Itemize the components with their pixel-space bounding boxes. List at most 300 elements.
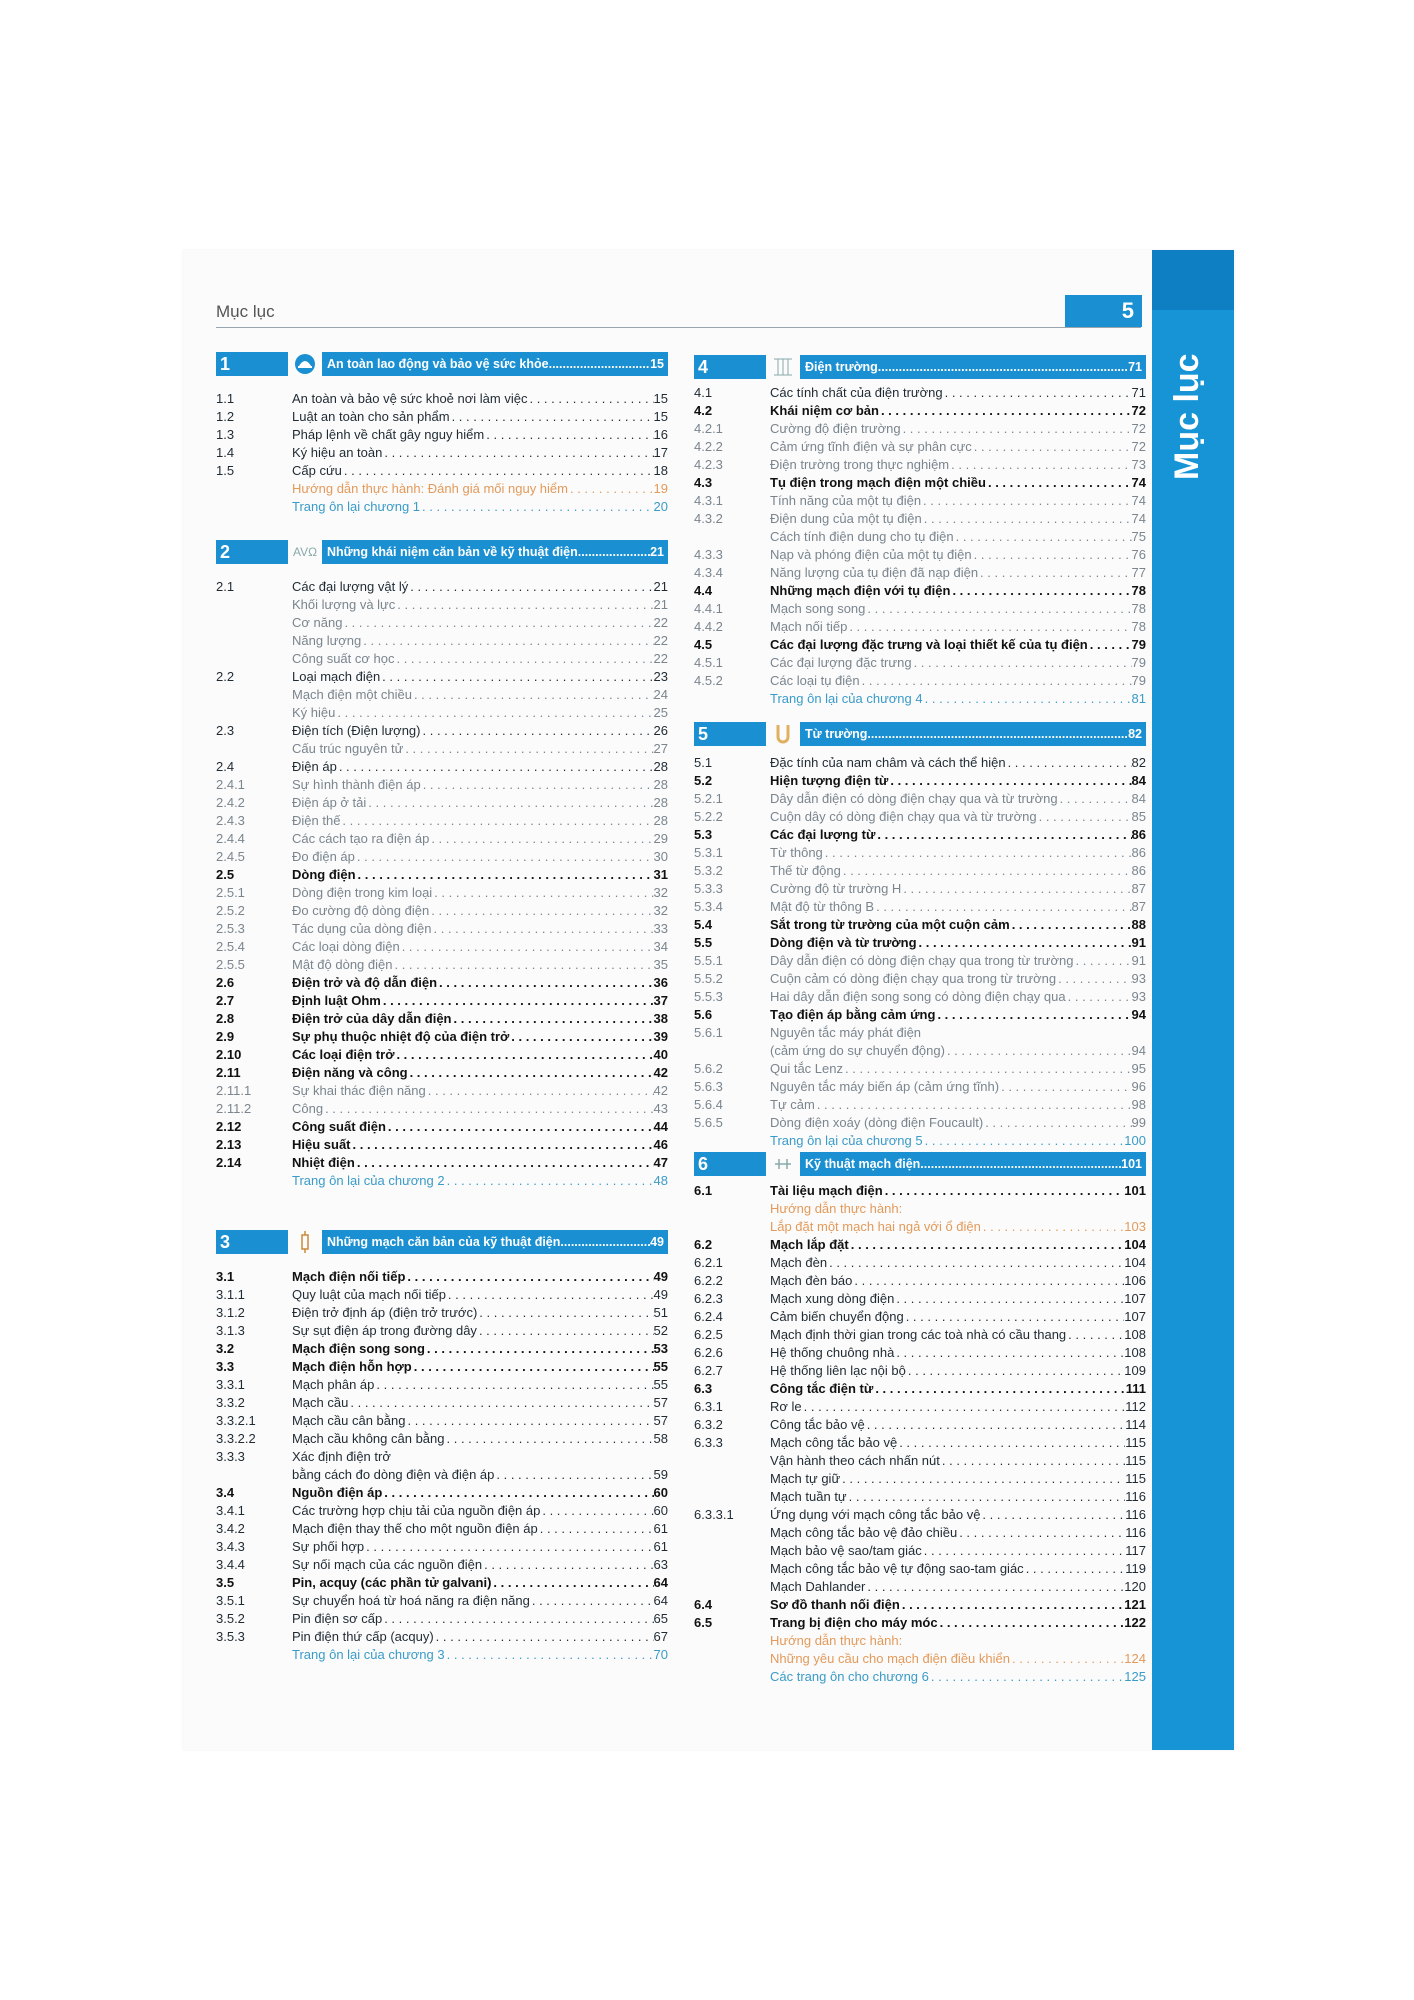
toc-entry[interactable] bbox=[694, 844, 1146, 862]
toc-entry[interactable] bbox=[694, 1524, 1146, 1542]
toc-entry[interactable] bbox=[694, 528, 1146, 546]
toc-entry[interactable] bbox=[694, 790, 1146, 808]
toc-entry[interactable] bbox=[694, 1132, 1146, 1150]
toc-entry[interactable] bbox=[216, 794, 668, 812]
entry-page: 61 bbox=[653, 1521, 668, 1536]
toc-entry[interactable] bbox=[694, 1578, 1146, 1596]
entry-title: Hướng dẫn thực hành: bbox=[770, 1633, 903, 1648]
toc-entry[interactable] bbox=[216, 758, 668, 776]
toc-entry[interactable] bbox=[216, 1538, 668, 1556]
entry-number: 2.5.4 bbox=[216, 939, 245, 954]
entry-page: 74 bbox=[1131, 511, 1146, 526]
toc-entry[interactable] bbox=[694, 1668, 1146, 1686]
entry-page: 122 bbox=[1124, 1615, 1146, 1630]
entry-title: Công suất điện bbox=[292, 1119, 386, 1134]
toc-entry[interactable] bbox=[216, 1394, 668, 1412]
toc-entry[interactable] bbox=[694, 1182, 1146, 1200]
chapter-number: 6 bbox=[694, 1152, 766, 1176]
entry-number: 3.5.1 bbox=[216, 1593, 245, 1608]
entry-number: 4.3.2 bbox=[694, 511, 723, 526]
entry-title: Mạch lắp đặt bbox=[770, 1237, 849, 1252]
entry-title: Điện năng và công bbox=[292, 1065, 408, 1080]
toc-entry[interactable] bbox=[694, 546, 1146, 564]
entry-title: Tính năng của một tụ điện bbox=[770, 493, 922, 508]
entry-title: Mạch tự giữ bbox=[770, 1471, 841, 1486]
entry-number: 5.3.1 bbox=[694, 845, 723, 860]
entry-page: 51 bbox=[653, 1305, 668, 1320]
toc-entry[interactable] bbox=[216, 1304, 668, 1322]
entry-page: 79 bbox=[1131, 637, 1146, 652]
toc-entry[interactable] bbox=[216, 902, 668, 920]
entry-number: 5.2.1 bbox=[694, 791, 723, 806]
entry-page: 59 bbox=[653, 1467, 668, 1482]
entry-title: Điện áp bbox=[292, 759, 337, 774]
entry-number: 1.5 bbox=[216, 463, 235, 478]
toc-entry[interactable] bbox=[216, 938, 668, 956]
entry-page: 21 bbox=[653, 579, 668, 594]
entry-number: 4.4.2 bbox=[694, 619, 723, 634]
toc-entry[interactable] bbox=[216, 650, 668, 668]
entry-page: 100 bbox=[1124, 1133, 1146, 1148]
entry-number: 2.13 bbox=[216, 1137, 242, 1152]
toc-entry[interactable] bbox=[694, 1114, 1146, 1132]
entry-number: 2.4.3 bbox=[216, 813, 245, 828]
toc-entry[interactable] bbox=[694, 654, 1146, 672]
toc-entry[interactable] bbox=[216, 1574, 668, 1592]
toc-entry[interactable] bbox=[216, 1154, 668, 1172]
toc-entry[interactable] bbox=[216, 956, 668, 974]
entry-page: 28 bbox=[653, 759, 668, 774]
toc-entry[interactable] bbox=[216, 1448, 668, 1466]
entry-number: 2.5 bbox=[216, 867, 235, 882]
toc-entry[interactable] bbox=[694, 1380, 1146, 1398]
chapter-heading[interactable] bbox=[694, 355, 1146, 379]
entry-number: 3.4 bbox=[216, 1485, 235, 1500]
entry-page: 95 bbox=[1131, 1061, 1146, 1076]
entry-title: Pháp lệnh về chất gây nguy hiểm bbox=[292, 427, 485, 442]
toc-entry[interactable] bbox=[216, 1046, 668, 1064]
helmet-icon bbox=[292, 352, 318, 376]
entry-title: Điện thế bbox=[292, 813, 341, 828]
toc-entry[interactable] bbox=[216, 974, 668, 992]
toc-entry[interactable] bbox=[694, 690, 1146, 708]
entry-title: Mạch công tắc bảo vệ đảo chiều bbox=[770, 1525, 958, 1540]
entry-page: 78 bbox=[1131, 619, 1146, 634]
toc-entry[interactable] bbox=[216, 596, 668, 614]
entry-page: 24 bbox=[653, 687, 668, 702]
toc-entry[interactable] bbox=[216, 578, 668, 596]
toc-entry[interactable] bbox=[216, 1136, 668, 1154]
toc-entry[interactable] bbox=[694, 1632, 1146, 1650]
entry-page: 22 bbox=[653, 633, 668, 648]
toc-entry[interactable] bbox=[694, 1614, 1146, 1632]
toc-entry[interactable] bbox=[694, 1060, 1146, 1078]
toc-entry[interactable] bbox=[694, 1042, 1146, 1060]
toc-entry[interactable] bbox=[694, 510, 1146, 528]
entry-number: 2.4.1 bbox=[216, 777, 245, 792]
toc-entry[interactable] bbox=[694, 1006, 1146, 1024]
toc-entry[interactable] bbox=[216, 1286, 668, 1304]
entry-title: Điện tích (Điện lượng) bbox=[292, 723, 421, 738]
chapter-heading[interactable] bbox=[216, 540, 668, 564]
entry-title: An toàn và bảo vệ sức khoẻ nơi làm việc bbox=[292, 391, 528, 406]
entry-title: Cảm biến chuyển động bbox=[770, 1309, 904, 1324]
toc-entry[interactable] bbox=[694, 1542, 1146, 1560]
entry-page: 108 bbox=[1124, 1345, 1146, 1360]
entry-page: 37 bbox=[653, 993, 668, 1008]
toc-entry[interactable] bbox=[216, 408, 668, 426]
entry-title: Dây dẫn điện có dòng điện chạy qua và từ trường bbox=[770, 791, 1058, 806]
toc-entry[interactable] bbox=[216, 920, 668, 938]
toc-entry[interactable] bbox=[216, 480, 668, 498]
toc-entry[interactable] bbox=[694, 754, 1146, 772]
toc-entry[interactable] bbox=[216, 498, 668, 516]
entry-title: Mạch cầu cân bằng bbox=[292, 1413, 406, 1428]
entry-title: Cảm ứng tĩnh điện và sự phân cực bbox=[770, 439, 972, 454]
toc-entry[interactable] bbox=[216, 1610, 668, 1628]
chapter-title-bar bbox=[800, 722, 1146, 746]
toc-entry[interactable] bbox=[216, 1376, 668, 1394]
entry-page: 47 bbox=[653, 1155, 668, 1170]
toc-entry[interactable] bbox=[694, 564, 1146, 582]
entry-page: 61 bbox=[653, 1539, 668, 1554]
toc-entry[interactable] bbox=[216, 632, 668, 650]
chapter-title: An toàn lao động và bảo vệ sức khỏe bbox=[327, 357, 549, 371]
entry-title: Cường độ từ trường H bbox=[770, 881, 902, 896]
entry-title: Nguyên tắc máy biến áp (cảm ứng tĩnh) bbox=[770, 1079, 1000, 1094]
toc-entry[interactable] bbox=[694, 1254, 1146, 1272]
toc-entry[interactable] bbox=[216, 1322, 668, 1340]
entry-title: Luật an toàn cho sản phẩm bbox=[292, 409, 450, 424]
entry-number: 3.3 bbox=[216, 1359, 235, 1374]
toc-entry[interactable] bbox=[694, 1344, 1146, 1362]
toc-entry[interactable] bbox=[694, 1362, 1146, 1380]
entry-number: 2.11.2 bbox=[216, 1101, 252, 1116]
toc-entry[interactable] bbox=[694, 1218, 1146, 1236]
toc-entry[interactable] bbox=[216, 1502, 668, 1520]
entry-number: 5.5.2 bbox=[694, 971, 723, 986]
toc-entry[interactable] bbox=[216, 1268, 668, 1286]
toc-entry[interactable] bbox=[694, 1078, 1146, 1096]
toc-entry[interactable] bbox=[694, 402, 1146, 420]
entry-title: Các đại lượng vật lý bbox=[292, 579, 409, 594]
entry-title: Mạch công tắc bảo vệ bbox=[770, 1435, 898, 1450]
toc-entry[interactable] bbox=[216, 830, 668, 848]
toc-entry[interactable] bbox=[694, 618, 1146, 636]
toc-entry[interactable] bbox=[216, 1340, 668, 1358]
toc-entry[interactable] bbox=[216, 866, 668, 884]
toc-entry[interactable] bbox=[694, 898, 1146, 916]
entry-number: 3.3.2 bbox=[216, 1395, 245, 1410]
entry-page: 28 bbox=[653, 795, 668, 810]
entry-page: 29 bbox=[653, 831, 668, 846]
entry-page: 53 bbox=[653, 1341, 668, 1356]
entry-page: 86 bbox=[1131, 845, 1146, 860]
entry-page: 87 bbox=[1131, 899, 1146, 914]
entry-number: 4.4.1 bbox=[694, 601, 723, 616]
entry-number: 2.1 bbox=[216, 579, 235, 594]
toc-entry[interactable] bbox=[216, 1628, 668, 1646]
toc-entry[interactable] bbox=[694, 934, 1146, 952]
entry-title: Mạch công tắc bảo vệ tự động sao-tam giác bbox=[770, 1561, 1024, 1576]
entry-number: 1.3 bbox=[216, 427, 235, 442]
toc-entry[interactable] bbox=[216, 992, 668, 1010]
entry-number: 6.2.3 bbox=[694, 1291, 723, 1306]
toc-entry[interactable] bbox=[694, 582, 1146, 600]
entry-page: 106 bbox=[1124, 1273, 1146, 1288]
toc-entry[interactable] bbox=[216, 1028, 668, 1046]
entry-title: bằng cách đo dòng điện và điện áp bbox=[292, 1467, 495, 1482]
entry-page: 67 bbox=[653, 1629, 668, 1644]
toc-entry[interactable] bbox=[216, 1118, 668, 1136]
entry-page: 65 bbox=[653, 1611, 668, 1626]
entry-page: 49 bbox=[653, 1287, 668, 1302]
entry-number: 6.2.6 bbox=[694, 1345, 723, 1360]
entry-title: Rơ le bbox=[770, 1399, 802, 1414]
entry-title: Sự sụt điện áp trong đường dây bbox=[292, 1323, 477, 1338]
toc-entry[interactable] bbox=[216, 884, 668, 902]
toc-entry[interactable] bbox=[216, 1172, 668, 1190]
entry-page: 125 bbox=[1124, 1669, 1146, 1684]
entry-page: 15 bbox=[653, 409, 668, 424]
toc-entry[interactable] bbox=[694, 916, 1146, 934]
entry-page: 99 bbox=[1131, 1115, 1146, 1130]
entry-page: 79 bbox=[1131, 673, 1146, 688]
toc-entry[interactable] bbox=[694, 438, 1146, 456]
entry-title: Mạch nối tiếp bbox=[770, 619, 848, 634]
chapter-number: 2 bbox=[216, 540, 288, 564]
toc-entry[interactable] bbox=[216, 812, 668, 830]
entry-title: Các loại dòng điện bbox=[292, 939, 400, 954]
entry-title: Vận hành theo cách nhấn nút bbox=[770, 1453, 940, 1468]
toc-entry[interactable] bbox=[694, 492, 1146, 510]
toc-entry[interactable] bbox=[694, 952, 1146, 970]
entry-number: 2.7 bbox=[216, 993, 235, 1008]
toc-entry[interactable] bbox=[216, 462, 668, 480]
toc-entry[interactable] bbox=[216, 686, 668, 704]
toc-entry[interactable] bbox=[216, 1466, 668, 1484]
chapter-heading[interactable] bbox=[216, 1230, 668, 1254]
toc-entry[interactable] bbox=[694, 1452, 1146, 1470]
entry-page: 22 bbox=[653, 615, 668, 630]
toc-entry[interactable] bbox=[694, 1416, 1146, 1434]
toc-entry[interactable] bbox=[694, 636, 1146, 654]
entry-number: 5.6.5 bbox=[694, 1115, 723, 1130]
entry-page: 55 bbox=[653, 1359, 668, 1374]
field-icon bbox=[770, 355, 796, 379]
toc-entry[interactable] bbox=[216, 1412, 668, 1430]
entry-number: 4.2.2 bbox=[694, 439, 723, 454]
toc-entry[interactable] bbox=[216, 848, 668, 866]
entry-number: 6.3.1 bbox=[694, 1399, 723, 1414]
entry-title: Các đại lượng đặc trưng bbox=[770, 655, 912, 670]
toc-entry[interactable] bbox=[694, 880, 1146, 898]
entry-title: Trang bị điện cho máy móc bbox=[770, 1615, 938, 1630]
entry-number: 5.6.4 bbox=[694, 1097, 723, 1112]
circuit-icon bbox=[770, 1152, 796, 1176]
entry-page: 107 bbox=[1124, 1291, 1146, 1306]
entry-page: 25 bbox=[653, 705, 668, 720]
entry-page: 94 bbox=[1131, 1043, 1146, 1058]
entry-page: 23 bbox=[653, 669, 668, 684]
entry-number: 5.3.2 bbox=[694, 863, 723, 878]
entry-page: 103 bbox=[1124, 1219, 1146, 1234]
toc-entry[interactable] bbox=[216, 1064, 668, 1082]
entry-title: Mạch định thời gian trong các toà nhà có cầu thang bbox=[770, 1327, 1067, 1342]
toc-entry[interactable] bbox=[216, 1100, 668, 1118]
toc-entry[interactable] bbox=[694, 1488, 1146, 1506]
toc-entry[interactable] bbox=[694, 1596, 1146, 1614]
toc-entry[interactable] bbox=[216, 1556, 668, 1574]
entry-title: Từ thông bbox=[770, 845, 823, 860]
entry-page: 36 bbox=[653, 975, 668, 990]
entry-title: Công bbox=[292, 1101, 324, 1116]
toc-entry[interactable] bbox=[694, 1308, 1146, 1326]
toc-entry[interactable] bbox=[216, 614, 668, 632]
entry-page: 57 bbox=[653, 1413, 668, 1428]
chapter-heading[interactable] bbox=[694, 722, 1146, 746]
toc-entry[interactable] bbox=[216, 1520, 668, 1538]
toc-entry[interactable] bbox=[694, 600, 1146, 618]
entry-title: Qui tắc Lenz bbox=[770, 1061, 843, 1076]
toc-entry[interactable] bbox=[694, 474, 1146, 492]
entry-number: 2.3 bbox=[216, 723, 235, 738]
entry-title: Cách tính điện dung cho tụ điện bbox=[770, 529, 954, 544]
toc-entry[interactable] bbox=[694, 862, 1146, 880]
toc-entry[interactable] bbox=[694, 420, 1146, 438]
entry-number: 3.1.2 bbox=[216, 1305, 245, 1320]
toc-entry[interactable] bbox=[694, 456, 1146, 474]
entry-title: Những mạch điện với tụ điện bbox=[770, 583, 951, 598]
toc-entry[interactable] bbox=[694, 1096, 1146, 1114]
toc-entry[interactable] bbox=[694, 970, 1146, 988]
entry-page: 82 bbox=[1131, 755, 1146, 770]
entry-page: 27 bbox=[653, 741, 668, 756]
entry-title: Hướng dẫn thực hành: Đánh giá mối nguy hiểm bbox=[292, 481, 568, 496]
toc-entry[interactable] bbox=[216, 668, 668, 686]
entry-number: 3.5.2 bbox=[216, 1611, 245, 1626]
toc-entry[interactable] bbox=[694, 1470, 1146, 1488]
entry-title: Mạch bảo vệ sao/tam giác bbox=[770, 1543, 922, 1558]
entry-page: 77 bbox=[1131, 565, 1146, 580]
entry-page: 30 bbox=[653, 849, 668, 864]
chapter-page: 15 bbox=[650, 357, 664, 371]
chapter-heading[interactable] bbox=[216, 352, 668, 376]
toc-entry[interactable] bbox=[694, 826, 1146, 844]
toc-entry[interactable] bbox=[694, 1272, 1146, 1290]
entry-page: 34 bbox=[653, 939, 668, 954]
chapter-title-bar bbox=[322, 540, 668, 564]
entry-title: Nguồn điện áp bbox=[292, 1485, 383, 1500]
entry-page: 124 bbox=[1124, 1651, 1146, 1666]
entry-page: 15 bbox=[653, 391, 668, 406]
entry-number: 4.3.3 bbox=[694, 547, 723, 562]
entry-page: 91 bbox=[1131, 953, 1146, 968]
toc-entry[interactable] bbox=[694, 384, 1146, 402]
toc-entry[interactable] bbox=[694, 672, 1146, 690]
entry-page: 17 bbox=[653, 445, 668, 460]
chapter-page: 82 bbox=[1128, 727, 1142, 741]
toc-entry[interactable] bbox=[694, 1506, 1146, 1524]
toc-entry[interactable] bbox=[694, 1236, 1146, 1254]
entry-page: 21 bbox=[653, 597, 668, 612]
entry-title: Pin điện thứ cấp (acquy) bbox=[292, 1629, 434, 1644]
header-rule bbox=[216, 327, 1141, 328]
entry-title: Điện trở và độ dẫn điện bbox=[292, 975, 438, 990]
toc-entry[interactable] bbox=[216, 1484, 668, 1502]
toc-entry[interactable] bbox=[694, 1398, 1146, 1416]
entry-page: 85 bbox=[1131, 809, 1146, 824]
entry-number: 5.6 bbox=[694, 1007, 713, 1022]
entry-number: 4.5.1 bbox=[694, 655, 723, 670]
entry-title: Mạch đèn bbox=[770, 1255, 828, 1270]
toc-entry[interactable] bbox=[216, 1646, 668, 1664]
entry-page: 121 bbox=[1124, 1597, 1146, 1612]
toc-entry[interactable] bbox=[694, 1434, 1146, 1452]
toc-entry[interactable] bbox=[216, 444, 668, 462]
toc-entry[interactable] bbox=[216, 1592, 668, 1610]
entry-number: 4.3 bbox=[694, 475, 713, 490]
toc-entry[interactable] bbox=[694, 772, 1146, 790]
entry-title: Trang ôn lại của chương 5 bbox=[770, 1133, 923, 1148]
entry-number: 6.2.1 bbox=[694, 1255, 723, 1270]
toc-entry[interactable] bbox=[694, 1650, 1146, 1668]
chapter-page: 49 bbox=[650, 1235, 664, 1249]
toc-entry[interactable] bbox=[694, 1024, 1146, 1042]
entry-page: 116 bbox=[1125, 1489, 1146, 1504]
toc-entry[interactable] bbox=[216, 426, 668, 444]
toc-entry[interactable] bbox=[216, 1010, 668, 1028]
toc-entry[interactable] bbox=[216, 740, 668, 758]
entry-number: 6.2.2 bbox=[694, 1273, 723, 1288]
toc-entry[interactable] bbox=[694, 1290, 1146, 1308]
entry-title: Tài liệu mạch điện bbox=[770, 1183, 883, 1198]
entry-title: Mạch cầu bbox=[292, 1395, 349, 1410]
toc-entry[interactable] bbox=[694, 988, 1146, 1006]
entry-page: 101 bbox=[1124, 1183, 1146, 1198]
entry-title: Cấu trúc nguyên tử bbox=[292, 741, 404, 756]
toc-entry[interactable] bbox=[694, 808, 1146, 826]
entry-number: 5.3 bbox=[694, 827, 713, 842]
entry-title: (cảm ứng do sự chuyển động) bbox=[770, 1043, 945, 1058]
entry-title: Tự cảm bbox=[770, 1097, 815, 1112]
toc-entry[interactable] bbox=[694, 1560, 1146, 1578]
toc-entry[interactable] bbox=[216, 722, 668, 740]
entry-title: Trang ôn lại của chương 2 bbox=[292, 1173, 445, 1188]
entry-number: 2.11.1 bbox=[216, 1083, 252, 1098]
entry-page: 38 bbox=[653, 1011, 668, 1026]
entry-title: Nguyên tắc máy phát điện bbox=[770, 1025, 922, 1040]
chapter-heading[interactable] bbox=[694, 1152, 1146, 1176]
toc-entry[interactable] bbox=[216, 704, 668, 722]
entry-page: 79 bbox=[1131, 655, 1146, 670]
toc-entry[interactable] bbox=[694, 1200, 1146, 1218]
entry-title: Điện trường trong thực nghiệm bbox=[770, 457, 950, 472]
entry-number: 4.2.3 bbox=[694, 457, 723, 472]
entry-title: Hiện tượng điện từ bbox=[770, 773, 889, 788]
entry-page: 117 bbox=[1125, 1543, 1146, 1558]
toc-entry[interactable] bbox=[216, 1082, 668, 1100]
toc-entry[interactable] bbox=[216, 776, 668, 794]
entry-page: 74 bbox=[1131, 493, 1146, 508]
toc-entry[interactable] bbox=[694, 1326, 1146, 1344]
entry-page: 60 bbox=[653, 1485, 668, 1500]
toc-entry[interactable] bbox=[216, 1358, 668, 1376]
entry-number: 5.2.2 bbox=[694, 809, 723, 824]
toc-entry[interactable] bbox=[216, 390, 668, 408]
toc-entry[interactable] bbox=[216, 1430, 668, 1448]
entry-page: 35 bbox=[653, 957, 668, 972]
